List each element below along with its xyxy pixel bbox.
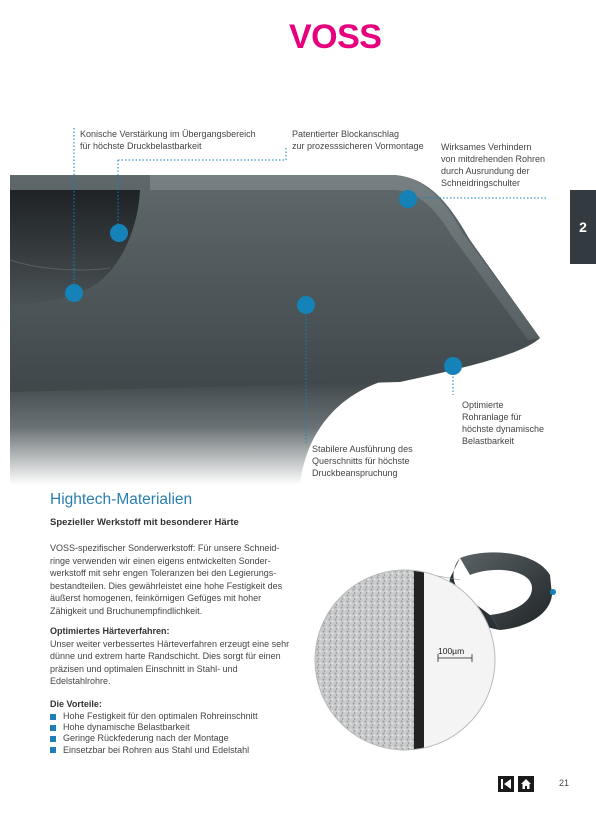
list-item: Geringe Rückfederung nach der Montage [50,733,258,744]
hardening-text: Unser weiter verbessertes Härteverfahren erzeugt eine sehr dünne und extrem harte Randschicht. Dies sorgt für einen präzisen und optimalen Einschnitt in Stahl- und Edelstahlrohre. [50,638,290,686]
bullet-icon [50,736,56,742]
back-to-chapter-icon[interactable] [498,776,514,792]
section-title: Hightech-Materialien [50,491,193,508]
callout-cross-section: Stabilere Ausführung des Querschnitts für höchste Druckbeanspruchung [312,444,413,478]
callout-dot-5 [444,357,462,375]
callout-dot-4 [297,296,315,314]
page-number: 21 [559,778,570,788]
list-item: Hohe dynamische Belastbarkeit [50,722,258,733]
benefits-title: Die Vorteile: [50,699,102,709]
callout-conical-reinforcement: Konische Verstärkung im Übergangsbereich für höchste Druckbelastbarkeit [80,129,256,151]
hardening-title: Optimiertes Härteverfahren: [50,626,170,636]
paragraph-material: VOSS-spezifischer Sonderwerkstoff: Für unsere Schneid-ringe verwenden wir einen eigens entwickelten Sonder-werkstoff mit sehr engen Toleranzen bei den Legierungs-bestandteilen. Dies gewährleistet eine hohe Festigkeit des äußerst homogenen, feinkörnigen Gefüges mit hoher Zähigkeit und Bruchunempfindlichkeit. [50,543,283,616]
bullet-icon [50,714,56,720]
callout-dot-1 [65,284,83,302]
benefits-list [50,711,258,756]
section-subtitle: Spezieller Werkstoff mit besonderer Härte [50,517,239,528]
list-item: Einsetzbar bei Rohren aus Stahl und Edelstahl [50,745,258,756]
voss-logo: VOSS [289,18,382,56]
scale-label: 100µm [438,646,465,656]
bullet-icon [50,747,56,753]
callout-block-stop: Patentierter Blockanschlag zur prozesssicheren Vormontage [292,129,424,151]
paragraph-hardening [50,625,295,688]
list-item: Hohe Festigkeit für den optimalen Rohreinschnitt [50,711,258,722]
callout-dot-3 [399,190,417,208]
bullet-icon [50,725,56,731]
callout-pipe-contact: Optimierte Rohranlage für höchste dynamische Belastbarkeit [462,400,545,446]
home-icon[interactable] [518,776,534,792]
chapter-tab[interactable]: 2 [570,190,596,264]
callout-dot-2 [110,224,128,242]
callout-rotation-prevention: Wirksames Verhindern von mitdrehenden Rohren durch Ausrundung der Schneidringschulter [441,142,546,188]
